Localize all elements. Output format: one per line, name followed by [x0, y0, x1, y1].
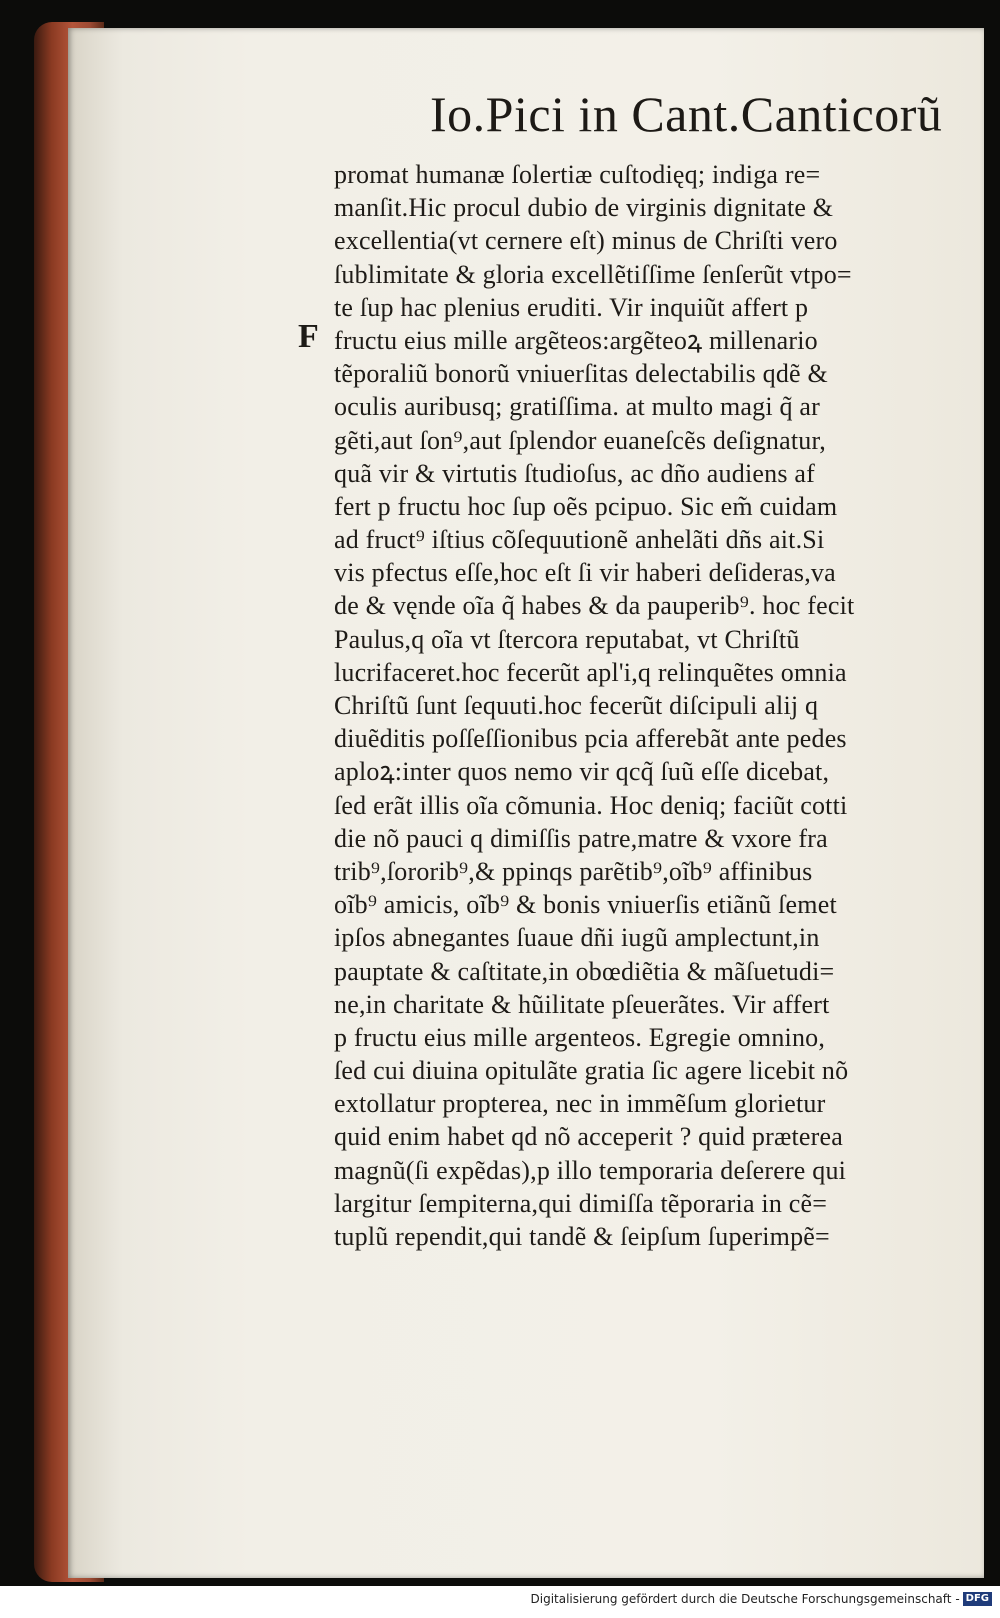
text-line: te ſup hac plenius eruditi. Vir inquiũt affert p: [334, 292, 809, 322]
text-line: ipſos abnegantes ſuaue dñi iugũ amplectunt,in: [334, 923, 820, 953]
text-line: manſit.Hic procul dubio de virginis dignitate &: [334, 193, 834, 223]
text-line: trib⁹,ſororib⁹,& ppinqs parẽtib⁹,oĩb⁹ affinibus: [334, 856, 813, 886]
footer-credit: [531, 1592, 993, 1606]
text-line: Chriſtũ ſunt ſequuti.hoc fecerũt diſcipuli alij q: [334, 691, 819, 720]
text-line: oculis auribusq; gratiſſima. at multo magi q̃ ar: [334, 392, 820, 422]
text-line: tuplũ rependit,qui tandẽ & ſeipſum ſuperimpẽ=: [334, 1222, 830, 1251]
text-line: ſublimitate & gloria excellẽtiſſime ſenſerũt vtpo=: [334, 259, 852, 289]
text-line: magnũ(ſi expẽdas),p illo temporaria deſerere qui: [334, 1155, 847, 1185]
text-line: ſed cui diuina opitulãte gratia ſic agere licebit nõ: [334, 1056, 849, 1086]
footer-text: Digitalisierung gefördert durch die Deutsche Forschungsgemeinschaft -: [530, 1592, 960, 1606]
text-line: p fructu eius mille argenteos. Egregie omnino,: [334, 1022, 826, 1052]
text-line: fert p fructu hoc ſup oẽs pcipuo. Sic em̃ cuidam: [334, 491, 838, 521]
text-line: ne,in charitate & hũilitate pſeuerãtes. Vir affert: [334, 989, 830, 1019]
text-line: tẽporaliũ bonorũ vniuerſitas delectabilis qdẽ &: [334, 359, 828, 389]
text-line: aploꝝ:inter quos nemo vir qcq̃ ſuũ eſſe dicebat,: [334, 757, 830, 787]
text-line: pauptate & caſtitate,in obœdiẽtia & mãſuetudi=: [334, 956, 835, 986]
text-line: quid enim habet qd nõ acceperit ? quid præterea: [334, 1122, 843, 1152]
text-line: fructu eius mille argẽteos:argẽteoꝝ millenario: [334, 325, 818, 355]
text-line: promat humanæ ſolertiæ cuſtodięq; indiga re=: [334, 160, 821, 189]
text-line: ſed erãt illis oĩa cõmunia. Hoc deniq; faciũt cotti: [334, 790, 848, 820]
text-line: de & vęnde oĩa q̃ habes & da pauperib⁹. hoc fecit: [334, 591, 855, 621]
text-line: quã vir & virtutis ſtudioſus, ac dño audiens af: [334, 458, 815, 488]
text-line: vis pfectus eſſe,hoc eſt ſi vir haberi deſideras,va: [334, 558, 836, 588]
text-line: largitur ſempiterna,qui dimiſſa tẽporaria in cẽ=: [334, 1188, 828, 1218]
dfg-logo: DFG: [963, 1592, 992, 1606]
text-line: lucrifaceret.hoc fecerũt apl'i,q relinquẽtes omnia: [334, 657, 847, 687]
text-line: ad fruct⁹ iſtius cõſequutionẽ anhelãti dñs ait.Si: [334, 525, 825, 555]
marginal-letter: F: [298, 318, 319, 355]
text-line: Paulus,q oĩa vt ſtercora reputabat, vt Chriſtũ: [334, 624, 800, 654]
running-header: Io.Pici in Cant.Canticorũ: [430, 86, 943, 142]
text-line: gẽti,aut ſon⁹,aut ſplendor euaneſcẽs deſignatur,: [334, 425, 826, 455]
text-line: die nõ pauci q dimiſſis patre,matre & vxore fra: [334, 823, 828, 853]
text-line: diuẽditis poſſeſſionibus pcia afferebãt ante pedes: [334, 724, 847, 754]
text-line: oĩb⁹ amicis, oĩb⁹ & bonis vniuerſis etiãnũ ſemet: [334, 890, 837, 920]
text-line: excellentia(vt cernere eſt) minus de Chriſti vero: [334, 226, 838, 256]
text-line: extollatur propterea, nec in immẽſum glorietur: [334, 1089, 826, 1119]
text-block: [334, 158, 974, 1253]
